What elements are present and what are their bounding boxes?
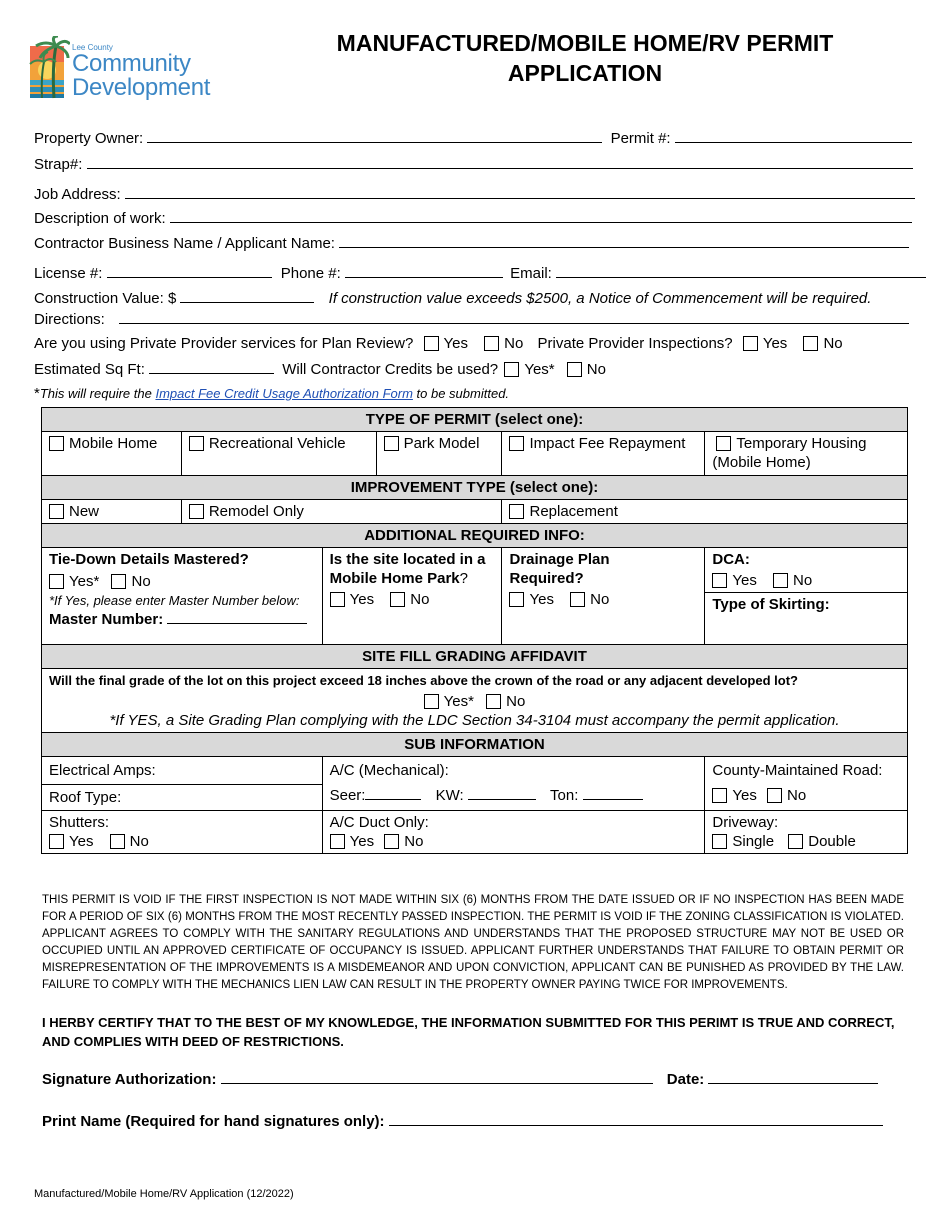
contractor-field[interactable] [339, 234, 909, 248]
drainage-label: Drainage Plan Required? [509, 551, 610, 587]
kw-label: KW: [435, 787, 464, 804]
dca-no-checkbox[interactable] [773, 573, 788, 588]
contractor-label: Contractor Business Name / Applicant Name: [34, 235, 335, 252]
option-label: Mobile Home [69, 435, 158, 452]
credits-yes-checkbox[interactable] [504, 362, 519, 377]
no-label: No [129, 833, 149, 850]
county-road-yes-checkbox[interactable] [712, 788, 727, 803]
impact-fee-note [34, 385, 916, 403]
site-q3: ? [459, 570, 468, 587]
roof-label: Roof Type: [49, 789, 122, 806]
option-label: Temporary Housing [736, 435, 867, 452]
ac-duct-cell [322, 811, 705, 854]
private-provider-no-checkbox[interactable] [484, 336, 499, 351]
improvement-type-header: IMPROVEMENT TYPE (select one): [42, 476, 908, 500]
yes-star-label: Yes* [524, 361, 555, 378]
phone-field[interactable] [345, 264, 503, 278]
certification-text: I HERBY CERTIFY THAT TO THE BEST OF MY KNOWLEDGE, THE INFORMATION SUBMITTED FOR THIS PERIMT IS TRUE AND CORRECT, AND COMPLIES WITH DEED OF RESTRICTIONS. [42, 1015, 895, 1049]
no-label: No [793, 572, 813, 589]
ac-duct-yes-checkbox[interactable] [330, 834, 345, 849]
credits-no-checkbox[interactable] [567, 362, 582, 377]
site-fill-no-checkbox[interactable] [486, 694, 501, 709]
option-label: Remodel Only [208, 503, 304, 520]
mobile-park-cell [322, 548, 502, 645]
permit-details-table [41, 407, 908, 854]
permit-no-field[interactable] [675, 129, 912, 143]
yes-label: Yes [349, 833, 375, 850]
checkbox[interactable] [509, 436, 524, 451]
note-asterisk: * [34, 385, 40, 402]
option-label-sub: (Mobile Home) [712, 454, 811, 471]
private-provider-label: Are you using Private Provider services for Plan Review? [34, 335, 414, 352]
drainage-yes-checkbox[interactable] [509, 592, 524, 607]
yes-label: Yes [349, 591, 375, 608]
single-label: Single [732, 833, 775, 850]
permit-option-rv[interactable] [181, 432, 376, 476]
driveway-double-checkbox[interactable] [788, 834, 803, 849]
license-row [34, 264, 916, 283]
dca-yes-checkbox[interactable] [712, 573, 727, 588]
page-title [270, 28, 900, 88]
sq-ft-label: Estimated Sq Ft: [34, 361, 145, 378]
construction-value-field[interactable] [180, 289, 314, 303]
construction-note: If construction value exceeds $2500, a Notice of Commencement will be required. [328, 290, 872, 307]
shutters-no-checkbox[interactable] [110, 834, 125, 849]
checkbox[interactable] [509, 504, 524, 519]
permit-option-impact-fee[interactable] [502, 432, 705, 476]
master-number-label: Master Number: [49, 611, 164, 628]
no-label: No [787, 787, 807, 804]
phone-label: Phone #: [280, 265, 341, 282]
no-label: No [504, 335, 524, 352]
email-label: Email: [510, 265, 552, 282]
strap-field[interactable] [87, 155, 913, 169]
no-label: No [404, 833, 424, 850]
checkbox[interactable] [49, 504, 64, 519]
title-line-1: MANUFACTURED/MOBILE HOME/RV PERMIT [336, 30, 834, 56]
ac-duct-label: A/C Duct Only: [329, 814, 429, 831]
master-number-field[interactable] [167, 610, 307, 624]
property-owner-row [34, 129, 916, 148]
directions-field[interactable] [119, 310, 909, 324]
improvement-option-remodel[interactable] [181, 500, 502, 524]
private-provider-yes-checkbox[interactable] [424, 336, 439, 351]
county-road-cell [705, 757, 908, 811]
description-field[interactable] [170, 209, 912, 223]
shutters-label: Shutters: [49, 814, 110, 831]
permit-no-label: Permit #: [610, 130, 671, 147]
print-name-label: Print Name (Required for hand signatures only): [42, 1113, 385, 1130]
tiedown-cell [42, 548, 323, 645]
county-road-no-checkbox[interactable] [767, 788, 782, 803]
kw-field[interactable] [468, 786, 536, 800]
no-label: No [506, 693, 526, 710]
seer-field[interactable] [365, 786, 421, 800]
type-of-permit-header: TYPE OF PERMIT (select one): [42, 408, 908, 432]
job-address-row [34, 185, 916, 204]
title-line-2: APPLICATION [507, 60, 663, 86]
mobile-park-yes-checkbox[interactable] [330, 592, 345, 607]
date-label: Date: [666, 1071, 705, 1088]
directions-label: Directions: [34, 311, 105, 328]
description-label: Description of work: [34, 210, 166, 227]
site-fill-question: Will the final grade of the lot on this project exceed 18 inches above the crown of the road or any adjacent developed lot? [49, 673, 798, 688]
ac-duct-no-checkbox[interactable] [384, 834, 399, 849]
tiedown-note: *If Yes, please enter Master Number below: [49, 593, 300, 608]
ac-mech-label: A/C (Mechanical): [329, 762, 449, 779]
no-label: No [823, 335, 843, 352]
improvement-option-replacement[interactable] [502, 500, 908, 524]
permit-option-temp-housing[interactable] [705, 432, 908, 476]
yes-star-label: Yes* [443, 693, 474, 710]
private-inspections-yes-checkbox[interactable] [743, 336, 758, 351]
seer-label: Seer: [329, 787, 366, 804]
permit-option-park-model[interactable] [376, 432, 502, 476]
signature-label: Signature Authorization: [42, 1071, 217, 1088]
construction-value-label: Construction Value: $ [34, 290, 177, 307]
note-text-2: to be submitted. [412, 386, 510, 401]
tiedown-label: Tie-Down Details Mastered? [49, 551, 249, 568]
option-label: New [69, 503, 100, 520]
no-label: No [586, 361, 606, 378]
email-field[interactable] [556, 264, 926, 278]
signature-row [42, 1070, 878, 1088]
license-label: License #: [34, 265, 103, 282]
yes-label: Yes [443, 335, 468, 352]
note-text-1: This will require the [39, 386, 156, 401]
yes-label: Yes [69, 833, 94, 850]
no-label: No [590, 591, 610, 608]
strap-row [34, 155, 916, 174]
improvement-option-new[interactable] [42, 500, 182, 524]
site-fill-note: *If YES, a Site Grading Plan complying with the LDC Section 34-3104 must accompany the permit application. [109, 712, 840, 729]
dca-label: DCA: [712, 551, 750, 568]
footer-text: Manufactured/Mobile Home/RV Application (12/2022) [34, 1188, 294, 1200]
additional-info-header: ADDITIONAL REQUIRED INFO: [42, 524, 908, 548]
print-name-row [42, 1112, 883, 1130]
site-q2: Mobile Home Park [329, 570, 460, 587]
electrical-amps[interactable] [42, 757, 322, 785]
yes-label: Yes [732, 787, 757, 804]
ac-mechanical-cell [322, 757, 705, 811]
disclaimer-text: THIS PERMIT IS VOID IF THE FIRST INSPECTION IS NOT MADE WITHIN SIX (6) MONTHS FROM THE DATE ISSUED OR IF NO INSPECTION HAS BEEN MADE FOR A PERIOD OF SIX (6) MONTHS FROM THE MOST RECENTLY PASSED INSPECTION. THE PERMIT IS VOID IF THE ZONING CLASSIFICATION IS VIOLATED. APPLICANT AGREES TO COMPLY WITH THE SANITARY REGULATIONS AND UNDERSTANDS THAT THE PROPOSED STRUCTURE MAY NOT BE USED OR OCCUPIED UNTIL AN APPROVED CERTIFICATE OF OCCUPANCY IS ISSUED. APPLICANT FURTHER UNDERSTANDS THAT FAILURE TO OBTAIN PERMIT OR MISREPRESENTATION OF THE IMPROVEMENTS IS A MISDEMEANOR AND UPON CONVICTION, APPLICANT CAN BE PUNISHED AS PROVIDED BY THE LAW. FAILURE TO COMPLY WITH THE MECHANICS LIEN LAW CAN RESULT IN THE PROPERTY OWNER PAYING TWICE FOR IMPROVEMENTS. [42, 894, 904, 991]
construction-value-row [34, 289, 916, 308]
job-address-field[interactable] [125, 185, 915, 199]
sq-ft-row [34, 360, 916, 379]
yes-label: Yes [529, 591, 554, 608]
checkbox[interactable] [716, 436, 731, 451]
job-address-label: Job Address: [34, 186, 121, 203]
skirting-label: Type of Skirting: [712, 596, 830, 613]
mobile-park-no-checkbox[interactable] [390, 592, 405, 607]
description-row [34, 209, 916, 228]
signature-field[interactable] [221, 1070, 653, 1084]
license-field[interactable] [107, 264, 272, 278]
yes-label: Yes [762, 335, 788, 352]
private-provider-row [34, 335, 916, 353]
directions-row [34, 310, 916, 329]
yes-label: Yes [732, 572, 757, 589]
tiedown-yes-checkbox[interactable] [49, 574, 64, 589]
double-label: Double [808, 833, 856, 850]
shutters-cell [42, 811, 323, 854]
checkbox[interactable] [189, 504, 204, 519]
option-label: Replacement [529, 503, 618, 520]
site-fill-header: SITE FILL GRADING AFFIDAVIT [42, 645, 908, 669]
roof-type[interactable] [42, 785, 322, 810]
ton-label: Ton: [550, 787, 579, 804]
skirting-cell[interactable] [705, 593, 908, 645]
no-label: No [131, 573, 151, 590]
no-label: No [410, 591, 430, 608]
county-road-label: County-Maintained Road: [712, 762, 883, 779]
private-inspections-label: Private Provider Inspections? [537, 335, 733, 352]
contractor-row [34, 234, 916, 253]
tiedown-no-checkbox[interactable] [111, 574, 126, 589]
credits-label: Will Contractor Credits be used? [282, 361, 499, 378]
driveway-cell [705, 811, 908, 854]
permit-option-mobile-home[interactable] [42, 432, 182, 476]
palm-tree-icon [28, 36, 70, 102]
option-label: Impact Fee Repayment [529, 435, 686, 452]
checkbox[interactable] [384, 436, 399, 451]
site-q1: Is the site located in a [329, 551, 486, 568]
yes-star-label: Yes* [69, 573, 100, 590]
dca-cell [705, 548, 908, 593]
ton-field[interactable] [583, 786, 643, 800]
option-label: Recreational Vehicle [208, 435, 346, 452]
date-field[interactable] [708, 1070, 878, 1084]
strap-label: Strap#: [34, 156, 83, 173]
driveway-single-checkbox[interactable] [712, 834, 727, 849]
site-fill-yes-checkbox[interactable] [424, 694, 439, 709]
sq-ft-field[interactable] [149, 360, 274, 374]
shutters-yes-checkbox[interactable] [49, 834, 64, 849]
checkbox[interactable] [49, 436, 64, 451]
drainage-no-checkbox[interactable] [570, 592, 585, 607]
private-inspections-no-checkbox[interactable] [803, 336, 818, 351]
property-owner-field[interactable] [147, 129, 602, 143]
logo-county: Lee County [72, 43, 113, 52]
electrical-roof-cell [42, 757, 323, 811]
sub-info-header: SUB INFORMATION [42, 733, 908, 757]
property-owner-label: Property Owner: [34, 130, 144, 147]
option-label: Park Model [403, 435, 480, 452]
logo-development: Development [72, 74, 211, 101]
impact-fee-form-link[interactable]: Impact Fee Credit Usage Authorization Form [155, 386, 413, 401]
driveway-label: Driveway: [712, 814, 779, 831]
site-fill-cell [42, 669, 908, 733]
drainage-cell [502, 548, 705, 645]
print-name-field[interactable] [389, 1112, 883, 1126]
lee-county-logo [28, 34, 228, 106]
logo-community: Community [72, 50, 191, 77]
checkbox[interactable] [189, 436, 204, 451]
electrical-label: Electrical Amps: [49, 762, 156, 779]
